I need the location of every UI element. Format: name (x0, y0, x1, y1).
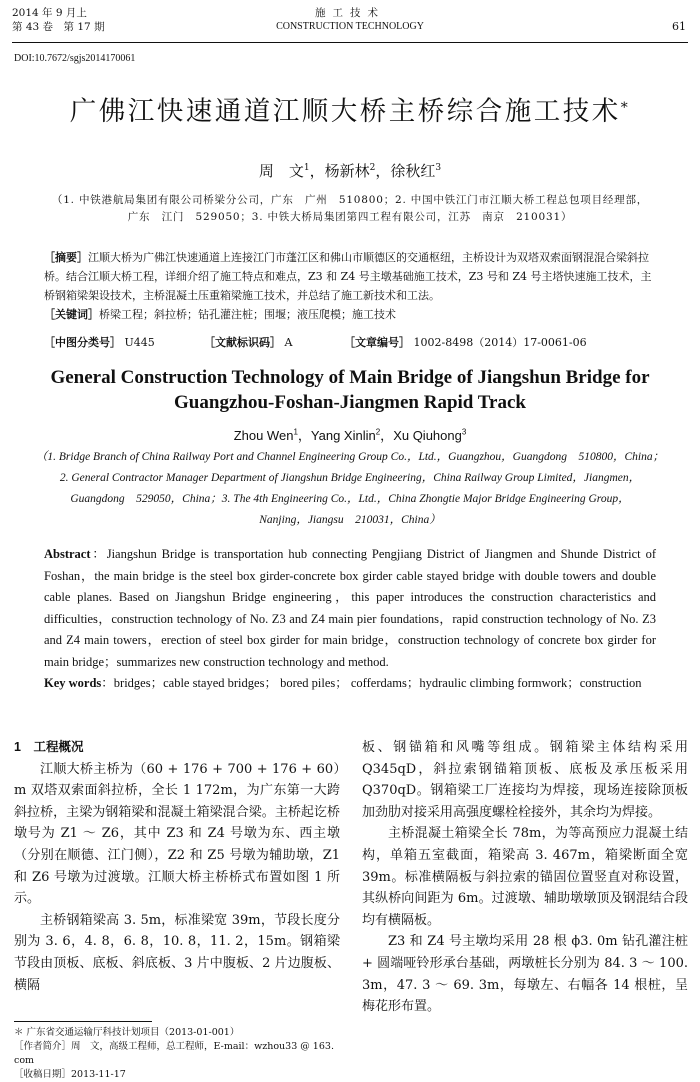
authors-cn (0, 160, 700, 181)
body-column-right (362, 737, 688, 1018)
author-en-1: Zhou Wen (233, 428, 294, 443)
affiliation-cn-line-2: 广东 江门 529050；3. 中铁大桥局集团第四工程有限公司，江苏 南京 210031） (127, 211, 573, 223)
paper-title-cn (0, 95, 700, 129)
affiliation-cn-line-1: （1. 中铁港航局集团有限公司桥梁分公司，广东 广州 510800；2. 中国中铁江门市江顺大桥工程总包项目经理部， (51, 194, 649, 206)
art-label: ［文章编号］ (344, 336, 410, 349)
author-cn-1-sup: 1 (303, 163, 310, 173)
running-header (0, 0, 700, 44)
paper-title-cn-text: 广佛江快速通道江顺大桥主桥综合施工技术 (69, 96, 621, 127)
page-number: 61 (672, 20, 686, 33)
footnote-date-label: ［收稿日期］ (14, 1069, 72, 1080)
author-cn-3-sup: 3 (435, 163, 442, 173)
author-cn-2-sup: 2 (369, 163, 376, 173)
journal-name (0, 6, 700, 34)
footnote-date-value: 2013-11-17 (71, 1069, 126, 1080)
body-paragraph: 主桥钢箱梁高 3. 5m，标准梁宽 39m，节段长度分别为 3. 6，4. 8，6. 8，10. 8，11. 2，15m。钢箱梁节段由顶板、底板、斜底板、3 片中腹板、2 片边腹板、横隔 (14, 912, 340, 993)
abstract-cn-text: 江顺大桥为广佛江快速通道上连接江门市蓬江区和佛山市顺德区的交通枢纽，主桥设计为双塔双索面钢混混合梁斜拉桥。结合江顺大桥工程，详细介绍了施工特点和难点，Z3 和 Z4 号主墩基础施工技术，Z3 号和 Z4 号主塔快速施工技术，主桥钢箱梁架设技术，主桥混凝土压重箱梁施工技术，并总结了施工新技术和工法。 (44, 251, 652, 302)
authors-en (0, 425, 700, 444)
body-paragraph: Z3 和 Z4 号主墩均采用 28 根 ϕ3. 0m 钻孔灌注桩 + 圆端哑铃形承台基础，两墩桩长分别为 84. 3 ～ 100. 3m，47. 3 ～ 69. 3m，每墩左、右幅各 14 根桩，呈梅花形布置。 (362, 934, 688, 1015)
footnote-author-label: ［作者简介］ (14, 1041, 72, 1052)
keywords-cn-para (44, 305, 658, 324)
keywords-cn-label: ［关键词］ (44, 308, 99, 321)
author-cn-3: 徐秋红 (390, 162, 436, 180)
affiliation-en-line-2: 2. General Contractor Manager Department of Jiangshun Bridge Engineering，China Railway Group Limited，Jiangmen， (59, 472, 641, 484)
body-paragraph: 江顺大桥主桥为（60 + 176 + 700 + 176 + 60）m 双塔双索面斜拉桥，全长 1 172m，为广东第一大跨斜拉桥，主梁为钢箱梁和混凝土箱梁混合梁。主桥起讫桥墩号为 Z1 ～ Z6，其中 Z3 和 Z4 号墩为东、西主墩（分别在顺德、江门侧），Z2 和 Z5 号墩为辅助墩，Z1 和 Z6 号墩为过渡墩。江顺大桥主桥桥式布置如图 1 所示。 (14, 761, 340, 907)
author-sep: ， (297, 428, 311, 443)
issue-date: 2014 年 9 月上 (12, 7, 87, 19)
abstract-cn-label: ［摘要］ (44, 251, 88, 264)
author-sep: ， (309, 162, 325, 180)
doc-code (204, 334, 292, 350)
article-number (344, 334, 587, 350)
body-column-left (14, 737, 340, 996)
keywords-cn-text: 桥梁工程；斜拉桥；钻孔灌注桩；围堰；液压爬模；施工技术 (99, 308, 396, 321)
clc-value: U445 (124, 336, 155, 349)
paper-title-en-line-2: Guangzhou-Foshan-Jiangmen Rapid Track (174, 392, 526, 413)
journal-name-en: CONSTRUCTION TECHNOLOGY (276, 21, 424, 32)
keywords-en-text: ：bridges；cable stayed bridges； bored piles； cofferdams；hydraulic climbing formwork；construction (101, 676, 642, 690)
affiliation-en-line-4: Nanjing，Jiangsu 210031，China） (259, 514, 441, 526)
abstract-en-text: ：Jiangshun Bridge is transportation hub connecting Pengjiang District of Jiangmen and Shunde District of Foshan，the main bridge is the steel box girder-concrete box girder cable stayed bridge with double towers and double cable planes. Based on Jiangshun Bridge engineering，this paper introduces the construction characteristics and difficulties，construction technology of No. Z3 and Z4 main pier foundations，rapid construction technology of No. Z3 and Z4 main towers，erection of steel box girder for main bridge，construction technology of concrete box girder for main bridge；summarizes new construction technology and method. (44, 547, 656, 669)
title-footnote-mark: * (620, 100, 631, 116)
abstract-cn (44, 248, 658, 324)
author-en-2: Yang Xinlin (310, 428, 376, 443)
issue-volume: 第 43 卷 第 17 期 (12, 21, 105, 33)
abstract-en (44, 544, 656, 695)
author-en-3: Xu Qiuhong (393, 428, 462, 443)
footnote-received (14, 1068, 340, 1082)
section-heading: 1 工程概况 (14, 740, 84, 754)
footnote-author-text: 周 文，高级工程师，总工程师，E-mail：wzhou33 @ 163. com (14, 1041, 334, 1066)
keywords-en-para (44, 673, 656, 695)
body-paragraph: 主桥混凝土箱梁全长 78m，为等高预应力混凝土结构，单箱五室截面，箱梁高 3. 467m，箱梁断面全宽 39m。标准横隔板与斜拉索的锚固位置竖直对称设置，其纵桥向间距为 6m。过渡墩、辅助墩墩顶及钢混结合段均有横隔板。 (362, 826, 688, 928)
author-en-2-sup: 2 (375, 427, 381, 437)
author-sep: ， (380, 428, 394, 443)
author-en-1-sup: 1 (293, 427, 298, 437)
doc-value: A (284, 336, 293, 349)
affiliation-en-line-3: Guangdong 529050，China；3. The 4th Engineering Co.，Ltd.，China Zhongtie Major Bridge Engineering Group， (70, 493, 630, 505)
footnote-fund: ＊ 广东省交通运输厅科技计划项目（2013-01-001） (14, 1027, 240, 1038)
clc-number (44, 334, 155, 350)
doc-label: ［文献标识码］ (204, 336, 281, 349)
doi: DOI:10.7672/sgjs2014170061 (14, 53, 136, 64)
author-cn-1: 周 文 (258, 162, 304, 180)
abstract-cn-para (44, 248, 658, 305)
affiliation-en-line-1: （1. Bridge Branch of China Railway Port and Channel Engineering Group Co.，Ltd.，Guangzhou，Guangdong 510800，China； (35, 451, 665, 463)
art-value: 1002-8498（2014）17-0061-06 (413, 336, 587, 349)
affiliation-cn (20, 192, 680, 226)
body-paragraph: 板、钢锚箱和风嘴等组成。钢箱梁主体结构采用 Q345qD，斜拉索钢锚箱顶板、底板及承压板采用 Q370qD。钢箱梁工厂连接均为焊接，现场连接除顶板加劲肋对接采用高强度螺栓栓接外，其余均为焊接。 (362, 740, 688, 820)
author-cn-2: 杨新林 (324, 162, 370, 180)
paper-title-en (20, 365, 680, 415)
header-rule (12, 42, 688, 43)
abstract-en-para (44, 544, 656, 673)
abstract-en-label: Abstract (44, 547, 91, 561)
paper-title-en-line-1: General Construction Technology of Main Bridge of Jiangshun Bridge for (50, 367, 650, 388)
footnote-rule (14, 1021, 152, 1022)
author-en-3-sup: 3 (461, 427, 467, 437)
keywords-en-label: Key words (44, 676, 102, 690)
clc-label: ［中图分类号］ (44, 336, 121, 349)
affiliation-en (16, 447, 684, 531)
author-sep: ， (375, 162, 391, 180)
footnote-author (14, 1040, 340, 1068)
journal-name-cn: 施工技术 (315, 7, 385, 19)
